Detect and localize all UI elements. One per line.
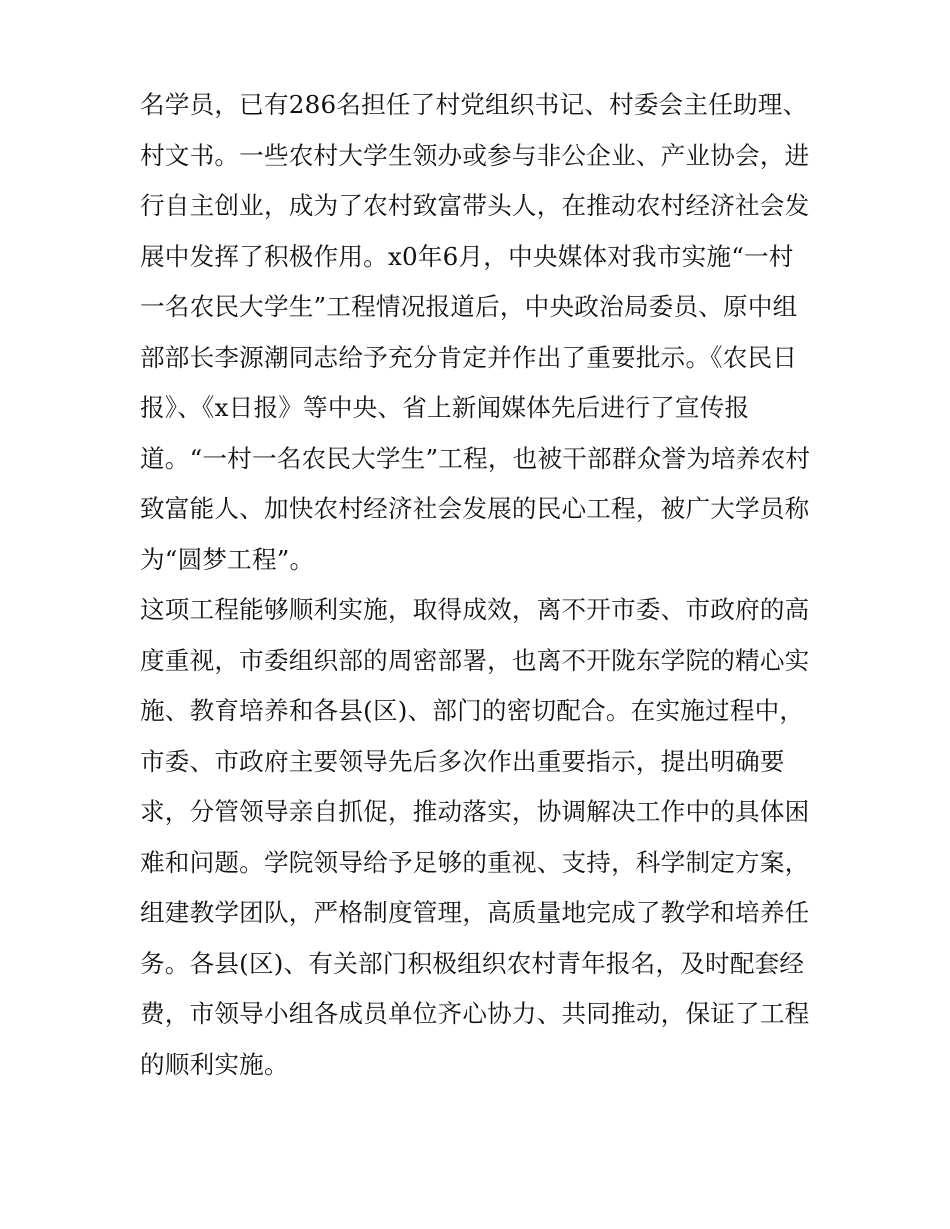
text-line: 施、教育培养和各县(区)、部门的密切配合。在实施过程中， — [140, 696, 805, 725]
text-line: 道。“一村一名农民大学生”工程，也被干部群众誉为培养农村 — [140, 443, 811, 473]
text-line: 村文书。一些农村大学生领办或参与非公企业、产业协会，进 — [140, 140, 810, 170]
text-line: 这项工程能够顺利实施，取得成效，离不开市委、市政府的高 — [140, 595, 810, 624]
paragraph-2 — [140, 585, 820, 1090]
text-line: 部部长李源潮同志给予充分肯定并作出了重要批示。《农民日 — [140, 342, 798, 372]
text-line: 市委、市政府主要领导先后多次作出重要指示，提出明确要 — [140, 746, 785, 776]
text-line: 名学员，已有286名担任了村党组织书记、村委会主任助理、 — [140, 90, 808, 119]
text-line: 度重视，市委组织部的周密部署，也离不开陇东学院的精心实 — [140, 645, 810, 675]
text-line: 致富能人、加快农村经济社会发展的民心工程，被广大学员称 — [140, 494, 810, 523]
text-line: 务。各县(区)、有关部门积极组织农村青年报名，及时配套经 — [140, 948, 805, 978]
text-line: 的顺利实施。 — [140, 1049, 289, 1079]
text-line: 为“圆梦工程”。 — [140, 544, 315, 574]
text-line: 行自主创业，成为了农村致富带头人，在推动农村经济社会发 — [140, 191, 810, 220]
text-line: 费，市领导小组各成员单位齐心协力、共同推动，保证了工程 — [140, 999, 810, 1028]
paragraph-1 — [140, 80, 820, 585]
text-line: 一名农民大学生”工程情况报道后，中央政治局委员、原中组 — [140, 292, 798, 321]
document-body — [140, 80, 820, 1090]
text-line: 报》、《x日报》等中央、省上新闻媒体先后进行了宣传报 — [140, 393, 750, 422]
text-line: 组建教学团队，严格制度管理，高质量地完成了教学和培养任 — [140, 898, 810, 927]
text-line: 求，分管领导亲自抓促，推动落实，协调解决工作中的具体困 — [140, 797, 810, 826]
text-line: 难和问题。学院领导给予足够的重视、支持，科学制定方案， — [140, 847, 810, 877]
text-line: 展中发挥了积极作用。x0年6月，中央媒体对我市实施“一村 — [140, 241, 794, 271]
